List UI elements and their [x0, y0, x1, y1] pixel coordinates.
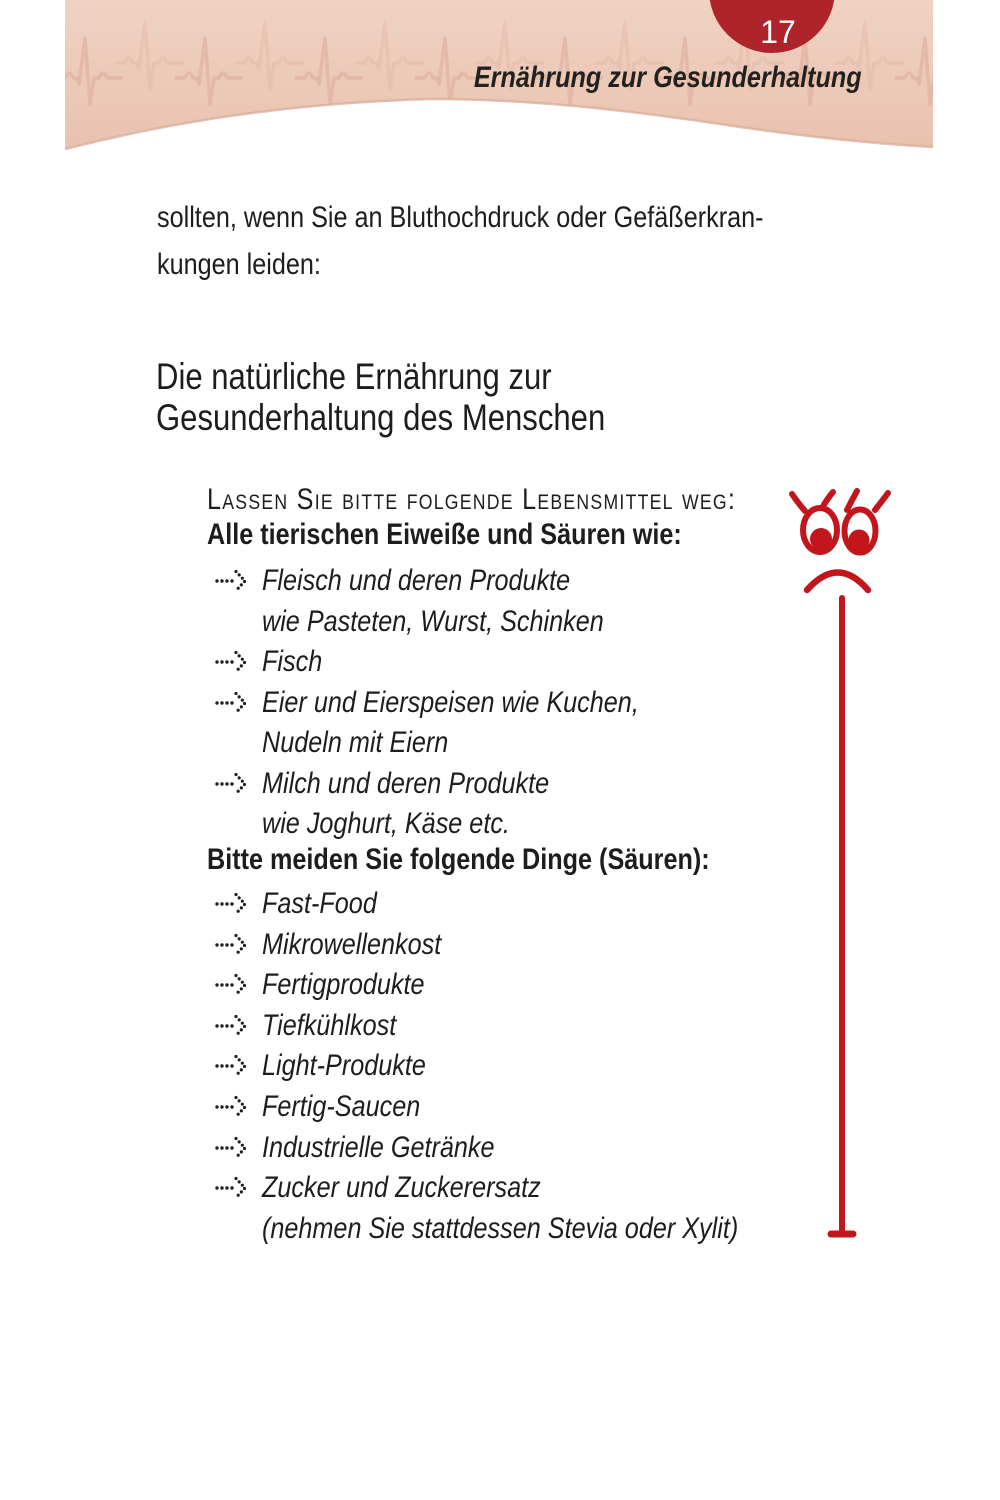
list-item — [215, 925, 829, 966]
list-item — [215, 1087, 829, 1128]
page-header-title — [400, 61, 862, 94]
dotted-arrow-icon — [215, 972, 248, 998]
list-item — [215, 1168, 829, 1249]
section-heading-line: Die natürliche Ernährung zur — [156, 356, 552, 397]
list-item-text: Light-Produkte — [262, 1049, 426, 1083]
list-item — [215, 764, 711, 845]
list-item — [215, 965, 829, 1006]
list-item-text: Mikrowellenkost — [262, 927, 442, 961]
dotted-arrow-icon — [215, 568, 248, 594]
dotted-arrow-icon — [215, 1175, 248, 1201]
forbidden-foods-list — [215, 561, 711, 845]
list-item-text: wie Pasteten, Wurst, Schinken — [262, 604, 604, 638]
dotted-arrow-icon — [215, 932, 248, 958]
section-heading-line: Gesunderhaltung des Menschen — [156, 397, 606, 438]
smallcaps-lead-in-text: Lassen Sie bitte folgende Lebensmittel weg: — [207, 483, 737, 516]
dotted-arrow-icon — [215, 771, 248, 797]
section-heading — [156, 356, 691, 438]
list-item-text: Industrielle Getränke — [262, 1130, 495, 1164]
list-item-text: Zucker und Zuckerersatz — [262, 1171, 541, 1205]
dotted-arrow-icon — [215, 649, 248, 675]
list-item-text: Milch und deren Produkte — [262, 766, 550, 800]
list-item-text: (nehmen Sie stattdessen Stevia oder Xylit) — [262, 1211, 739, 1245]
page-header-title-text: Ernährung zur Gesunderhaltung — [473, 61, 862, 94]
page-number: 17 — [760, 14, 796, 50]
smallcaps-lead-in — [207, 484, 837, 516]
intro-line: sollten, wenn Sie an Bluthochdruck oder Gefäßerkran- — [157, 201, 764, 234]
list-item — [215, 1006, 829, 1047]
dotted-arrow-icon — [215, 891, 248, 917]
list-item-text: Fast-Food — [262, 887, 377, 920]
angry-face-icon — [780, 468, 900, 1258]
list-item-text: Fertig-Saucen — [262, 1089, 421, 1123]
list-item-text: Tiefkühlkost — [262, 1008, 397, 1042]
list-item — [215, 642, 711, 683]
list-item — [215, 884, 829, 925]
intro-paragraph — [157, 194, 879, 288]
avoid-things-list — [215, 884, 829, 1249]
dotted-arrow-icon — [215, 1094, 248, 1120]
group2-title-text: Bitte meiden Sie folgende Dinge (Säuren): — [207, 843, 710, 876]
dotted-arrow-icon — [215, 1135, 248, 1161]
intro-line: kungen leiden: — [157, 248, 321, 281]
list-item — [215, 1128, 829, 1169]
list-item-text: Fisch — [262, 645, 323, 678]
dotted-arrow-icon — [215, 1013, 248, 1039]
list-item-text: wie Joghurt, Käse etc. — [262, 807, 510, 840]
group2-title — [207, 844, 805, 876]
list-item — [215, 1046, 829, 1087]
list-item-text: Fleisch und deren Produkte — [262, 564, 571, 597]
list-item — [215, 683, 711, 764]
dotted-arrow-icon — [215, 1053, 248, 1079]
list-item — [215, 561, 711, 642]
group1-title — [207, 519, 772, 551]
list-item-text: Eier und Eierspeisen wie Kuchen, — [262, 685, 639, 719]
list-item-text: Fertigprodukte — [262, 968, 425, 1002]
dotted-arrow-icon — [215, 690, 248, 716]
list-item-text: Nudeln mit Eiern — [262, 726, 449, 759]
group1-title-text: Alle tierischen Eiweiße und Säuren wie: — [207, 518, 682, 551]
